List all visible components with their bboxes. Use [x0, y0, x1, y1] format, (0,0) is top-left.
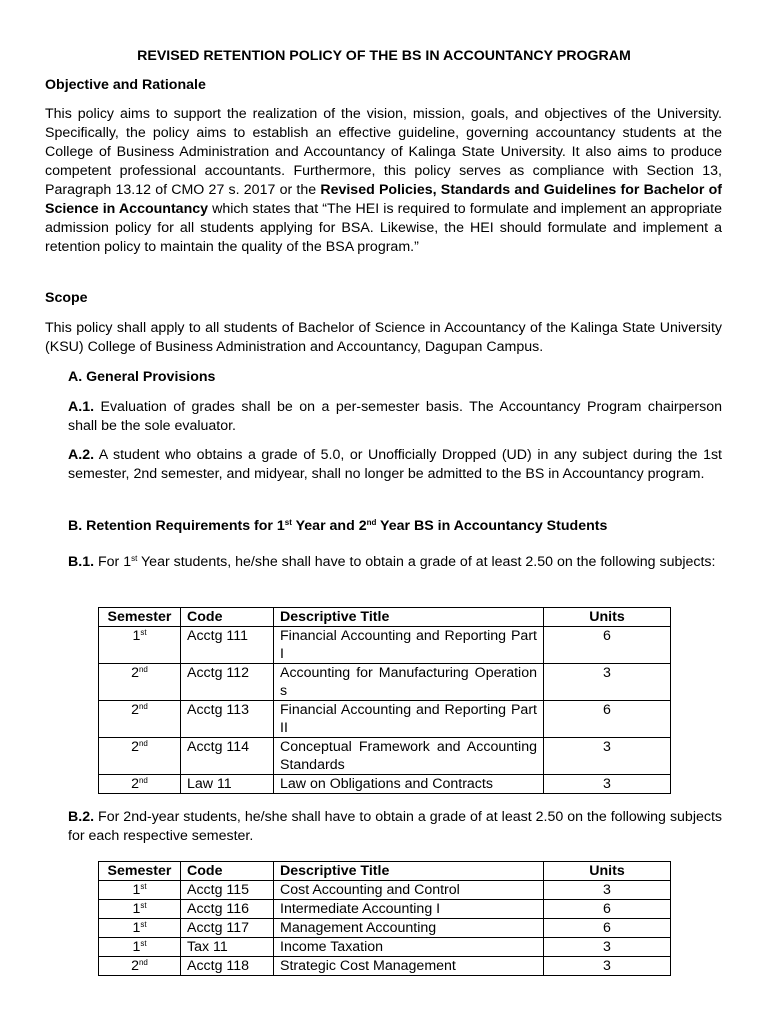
units-cell: 6 — [544, 919, 671, 938]
units-cell: 3 — [544, 664, 671, 701]
code-header: Code — [181, 608, 274, 627]
units-header: Units — [544, 608, 671, 627]
table-row — [99, 881, 671, 900]
requirement-b1-sup: st — [131, 554, 138, 563]
title-cell: Strategic Cost Management — [274, 957, 544, 976]
requirement-b2 — [68, 808, 722, 846]
requirement-b1-label: B.1. — [68, 554, 95, 570]
semester-header: Semester — [99, 608, 181, 627]
semester-cell: 1st — [99, 881, 181, 900]
title-cell: Management Accounting — [274, 919, 544, 938]
units-cell: 3 — [544, 881, 671, 900]
semester-cell: 2nd — [99, 664, 181, 701]
section-b-heading-sup1: st — [284, 518, 292, 527]
table-row — [99, 627, 671, 664]
section-b-heading — [68, 517, 607, 535]
title-cell: Financial Accounting and Reporting Part I — [274, 627, 544, 664]
second-year-subjects-table — [98, 861, 671, 976]
provision-a2 — [68, 446, 722, 484]
title-cell: Financial Accounting and Reporting Part II — [274, 701, 544, 738]
requirement-b1-pre: For 1 — [94, 554, 132, 570]
code-cell: Acctg 112 — [181, 664, 274, 701]
table-row — [99, 919, 671, 938]
code-cell: Law 11 — [181, 775, 274, 794]
code-cell: Acctg 111 — [181, 627, 274, 664]
units-header: Units — [544, 862, 671, 881]
code-cell: Acctg 116 — [181, 900, 274, 919]
units-cell: 3 — [544, 775, 671, 794]
code-cell: Acctg 115 — [181, 881, 274, 900]
semester-cell: 2nd — [99, 738, 181, 775]
table-row — [99, 775, 671, 794]
table-header-row — [99, 608, 671, 627]
title-cell: Law on Obligations and Contracts — [274, 775, 544, 794]
units-cell: 6 — [544, 627, 671, 664]
units-cell: 3 — [544, 738, 671, 775]
semester-header: Semester — [99, 862, 181, 881]
provision-a1 — [68, 398, 722, 436]
code-cell: Acctg 113 — [181, 701, 274, 738]
code-cell: Tax 11 — [181, 938, 274, 957]
title-cell: Income Taxation — [274, 938, 544, 957]
first-year-subjects-table — [98, 607, 671, 794]
code-header: Code — [181, 862, 274, 881]
provision-a1-text: Evaluation of grades shall be on a per-semester basis. The Accountancy Program chairperson shall be the sole evaluator. — [68, 399, 722, 434]
units-cell: 6 — [544, 900, 671, 919]
semester-cell: 2nd — [99, 957, 181, 976]
section-b-heading-sup2: nd — [366, 518, 377, 527]
objective-paragraph — [45, 105, 722, 257]
units-cell: 3 — [544, 938, 671, 957]
units-cell: 3 — [544, 957, 671, 976]
semester-cell: 1st — [99, 900, 181, 919]
code-cell: Acctg 118 — [181, 957, 274, 976]
table-header-row — [99, 862, 671, 881]
section-b-heading-pre: B. Retention Requirements for 1 — [68, 518, 285, 534]
table-row — [99, 701, 671, 738]
semester-cell: 2nd — [99, 701, 181, 738]
semester-cell: 1st — [99, 919, 181, 938]
table-row — [99, 900, 671, 919]
objective-heading: Objective and Rationale — [45, 77, 206, 93]
requirement-b2-text: For 2nd-year students, he/she shall have to obtain a grade of at least 2.50 on the following subjects for each respective semester. — [68, 809, 722, 844]
section-b-heading-post: Year BS in Accountancy Students — [376, 518, 608, 534]
scope-paragraph: This policy shall apply to all students of Bachelor of Science in Accountancy of the Kalinga State University (KSU) College of Business Administration and Accountancy, Dagupan Campus. — [45, 320, 722, 355]
title-header: Descriptive Title — [274, 608, 544, 627]
objective-text-2: which states that “The HEI is required to formulate and implement an appropriate admission policy for all students applying for BSA. Likewise, the HEI should formulate and implement a retention policy to maintain the quality of the BSA program.” — [45, 201, 723, 255]
requirement-b1-post: Year students, he/she shall have to obtain a grade of at least 2.50 on the following subjects: — [137, 554, 716, 570]
units-cell: 6 — [544, 701, 671, 738]
provision-a1-label: A.1. — [68, 399, 95, 415]
requirement-b2-label: B.2. — [68, 809, 95, 825]
table-row — [99, 938, 671, 957]
provision-a2-text: A student who obtains a grade of 5.0, or Unofficially Dropped (UD) in any subject during the 1st semester, 2nd semester, and midyear, shall no longer be admitted to the BS in Accountancy program. — [68, 447, 722, 482]
code-cell: Acctg 117 — [181, 919, 274, 938]
semester-cell: 2nd — [99, 775, 181, 794]
requirement-b1 — [68, 553, 722, 572]
title-cell: Conceptual Framework and Accounting Standards — [274, 738, 544, 775]
title-cell: Accounting for Manufacturing Operations — [274, 664, 544, 701]
title-header: Descriptive Title — [274, 862, 544, 881]
table-row — [99, 957, 671, 976]
semester-cell: 1st — [99, 627, 181, 664]
document-title: REVISED RETENTION POLICY OF THE BS IN ACCOUNTANCY PROGRAM — [137, 48, 631, 64]
section-a-heading: A. General Provisions — [68, 369, 216, 385]
objective-bold-reference: Revised Policies, Standards and Guidelines for Bachelor of Science in Accountancy — [45, 182, 722, 217]
provision-a2-label: A.2. — [68, 447, 95, 463]
table-row — [99, 738, 671, 775]
scope-heading: Scope — [45, 290, 88, 306]
code-cell: Acctg 114 — [181, 738, 274, 775]
title-cell: Intermediate Accounting I — [274, 900, 544, 919]
semester-cell: 1st — [99, 938, 181, 957]
title-cell: Cost Accounting and Control — [274, 881, 544, 900]
table-row — [99, 664, 671, 701]
section-b-heading-mid: Year and 2 — [291, 518, 367, 534]
objective-text-1: This policy aims to support the realization of the vision, mission, goals, and objectives of the University. Specifically, the policy aims to establish an effective guideline, governing accountancy students at the College of Business Administration and Accountancy of Kalinga State University. It also aims to produce competent professional accountants. Furthermore, this policy serves as compliance with Section 13, Paragraph 13.12 of CMO 27 s. 2017 or the — [45, 106, 722, 198]
